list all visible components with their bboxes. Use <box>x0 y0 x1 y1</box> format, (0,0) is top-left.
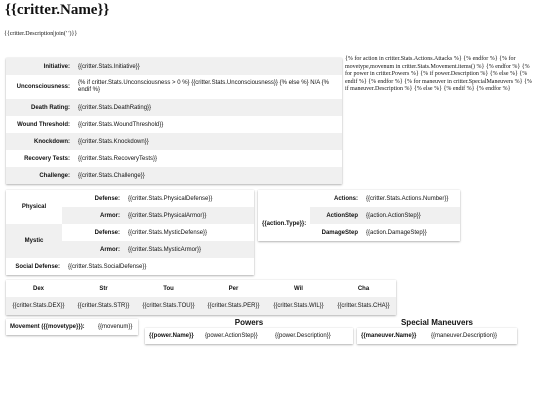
stat-label: Unconsciousness: <box>16 84 70 90</box>
social-defense-label: Social Defense: <box>15 263 60 270</box>
social-defense-value: {{critter.Stats.SocialDefense}} <box>68 263 147 270</box>
stat-value: {{critter.Stats.Initiative}} <box>74 58 342 75</box>
attribute-value-per: {{critter.Stats.PER}} <box>201 297 266 315</box>
stat-row-wound-threshold <box>6 116 342 133</box>
stat-label: Death Rating: <box>6 99 74 116</box>
action-step-label: ActionStep <box>310 207 362 224</box>
mystic-defense-label: Defense: <box>94 229 120 236</box>
actions-number: {{critter.Stats.Actions.Number}} <box>366 195 449 202</box>
stat-row-unconsciousness <box>6 75 342 99</box>
critter-name: {{critter.Name}} <box>5 2 110 18</box>
attribute-header-cha: Cha <box>357 285 370 292</box>
damage-step-value: {{action.DamageStep}} <box>366 229 427 236</box>
damage-step-label: DamageStep <box>321 229 358 236</box>
mystic-label: Mystic <box>6 224 62 258</box>
stat-label: Knockdown: <box>6 133 74 150</box>
stat-value: {% if critter.Stats.Unconsciousness > 0 %} {{critter.Stats.Unconsciousness}} {% else %} N/A {% endif %} <box>78 80 329 93</box>
stat-label: Challenge: <box>6 167 74 184</box>
power-name: {{power.Name}} <box>149 333 194 339</box>
mystic-armor-value: {{critter.Stats.MysticArmor}} <box>124 241 254 258</box>
defense-table <box>6 190 254 275</box>
maneuvers-table <box>357 328 517 344</box>
attribute-value-dex: {{critter.Stats.DEX}} <box>6 297 71 315</box>
stats-table <box>6 58 342 184</box>
stat-value: {{critter.Stats.WoundThreshold}} <box>78 121 164 128</box>
stat-row-death-rating <box>6 99 342 116</box>
physical-armor-value: {{critter.Stats.PhysicalArmor}} <box>124 207 254 224</box>
attribute-value-cha: {{critter.Stats.CHA}} <box>331 297 396 315</box>
attribute-value-tou: {{critter.Stats.TOU}} <box>136 297 201 315</box>
stat-row-initiative <box>6 58 342 75</box>
action-step-value: {{action.ActionStep}} <box>362 207 460 224</box>
maneuver-description: {{maneuver.Description}} <box>431 333 498 339</box>
stat-label: Initiative: <box>6 58 74 75</box>
actions-table <box>258 190 460 241</box>
physical-defense-value: {{critter.Stats.PhysicalDefense}} <box>128 195 213 202</box>
mystic-defense-value: {{critter.Stats.MysticDefense}} <box>128 229 208 236</box>
power-description: {{power.Description}} <box>275 333 331 339</box>
maneuvers-title: Special Maneuvers <box>400 318 474 327</box>
powers-title: Powers <box>234 318 264 327</box>
movement-label: Movement ({{movetype}}): <box>10 324 85 330</box>
attribute-header-str: Str <box>99 285 108 292</box>
attribute-header-dex: Dex <box>32 285 44 292</box>
stat-value: {{critter.Stats.RecoveryTests}} <box>78 155 158 162</box>
stat-label: Recovery Tests: <box>24 155 70 162</box>
physical-label: Physical <box>21 204 47 210</box>
stat-value: {{critter.Stats.Challenge}} <box>74 167 342 184</box>
attribute-header-wil: Wil <box>294 285 303 292</box>
stat-value: {{critter.Stats.DeathRating}} <box>74 99 342 116</box>
attribute-value-str: {{critter.Stats.STR}} <box>71 297 136 315</box>
attribute-value-wil: {{critter.Stats.WIL}} <box>266 297 331 315</box>
attribute-header-per: Per <box>228 285 239 292</box>
stat-row-knockdown <box>6 133 342 150</box>
power-action-step: {power.ActionStep}} <box>205 333 258 339</box>
actions-label: Actions: <box>334 195 358 202</box>
critter-description: {{critter.Description|join(' ')}} <box>4 31 78 37</box>
mystic-armor-label: Armor: <box>62 241 124 258</box>
template-loop-text: {% for action in critter.Stats.Actions.Attacks %} {% endfor %} {% for movetype,movenum in critter.Stats.Movement.items() %} {% endfor %} {% for power in critter.Powers %} {% if power.Description %} {% else %} {% endif %} {% endfor %} {% for maneuver in critter.SpecialManeuvers %} {% if maneuver.Description %} {% else %} {% endif %} {% endfor %} <box>345 56 532 93</box>
stat-row-recovery-tests <box>6 150 342 167</box>
action-type-label: {{action.Type}}: <box>262 221 307 227</box>
physical-armor-label: Armor: <box>62 207 124 224</box>
stat-row-challenge <box>6 167 342 184</box>
physical-defense-label: Defense: <box>94 195 120 202</box>
stat-value: {{critter.Stats.Knockdown}} <box>74 133 342 150</box>
powers-table <box>145 328 353 344</box>
stat-label: Wound Threshold: <box>17 121 70 128</box>
maneuver-name: {{maneuver.Name}} <box>361 333 417 339</box>
movement-value: {{movenum}} <box>98 324 133 330</box>
attribute-header-tou: Tou <box>163 285 174 292</box>
attributes-table <box>6 280 396 315</box>
movement-table <box>6 319 138 335</box>
